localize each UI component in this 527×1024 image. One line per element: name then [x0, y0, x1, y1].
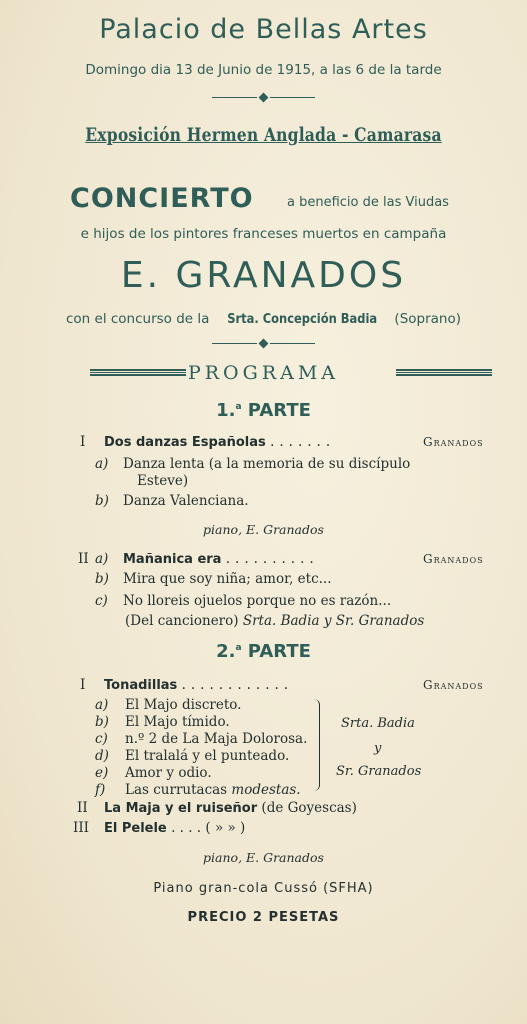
- part-1-heading: 1.$^a$ PARTE: [216, 400, 311, 421]
- item-number: III: [73, 820, 89, 836]
- performer-credit: Srta. Badia: [341, 716, 415, 731]
- song-text: Mira que soy niña; amor, etc...: [123, 571, 332, 587]
- tonadilla-item: El Majo tímido.: [125, 714, 230, 730]
- grouping-brace: [313, 699, 320, 791]
- item-number: II: [77, 800, 88, 816]
- featuring-line: [0, 311, 527, 327]
- composer-name: E. GRANADOS: [120, 255, 407, 296]
- concert-program-page: Palacio de Bellas Artes Domingo dia 13 de Junio de 1915, a las 6 de la tarde Exposición Hermen Anglada - Camarasa CONCIERTO a beneficio de las Viudas e hijos de los pintores franceses muertos en campaña E. GRANADOS con el concurso de la Srta. Concepción Badia (Soprano) PROGRAMA 1.$^a$ PARTE I Dos danzas Españolas ....... Granados a) Danza lenta (a la memoria de su discípulo Esteve) b) Danza Valenciana. piano, E. Granados II a) Mañanica era .......... Granados b) Mira que soy niña; amor, etc... c) No lloreis ojuelos porque no es razón... (Del cancionero) Srta. Badia y Sr. Granados 2.$^a$ PARTE I Tonadillas ............ Granados a) El Majo discreto. b) El Majo tímido. c) n.º 2 de La Maja Dolorosa. d) El tralalá y el punteado. e) Amor y odio. f) Las currutacas modestas. Srta. Badia y Sr. Granados II La Maja y el ruiseñor (de Goyescas) III El Pelele . . . . ( » » ) piano, E. Granados Piano gran-cola Cussó (SFHA) PRECIO 2 PESETAS: [0, 0, 527, 1024]
- item-number: I: [80, 434, 86, 450]
- ornament-divider: [212, 342, 315, 345]
- venue-title: Palacio de Bellas Artes: [99, 14, 428, 45]
- composer-credit: Granados: [423, 678, 484, 692]
- featuring-prefix: con el concurso de la: [66, 311, 210, 327]
- performer-credit: Sr. Granados: [336, 764, 422, 779]
- piece-title-row: Tonadillas ............: [104, 677, 294, 693]
- piece-title-row: Dos danzas Españolas .......: [104, 434, 336, 450]
- piece-title-row: La Maja y el ruiseñor (de Goyescas): [104, 800, 357, 816]
- item-number: II: [78, 551, 89, 567]
- song-note: (Del cancionero) Srta. Badia y Sr. Granados: [125, 613, 425, 629]
- exhibition-title: Exposición Hermen Anglada - Camarasa: [85, 124, 442, 146]
- program-bar-right: [396, 369, 492, 376]
- program-title: PROGRAMA: [187, 362, 340, 384]
- performer-credit: piano, E. Granados: [203, 522, 324, 537]
- piece-title: La Maja y el ruiseñor: [104, 801, 258, 816]
- tonadilla-item: El tralalá y el punteado.: [125, 748, 290, 764]
- concert-date: Domingo dia 13 de Junio de 1915, a las 6 de la tarde: [85, 62, 442, 78]
- performer-credit: y: [374, 741, 382, 756]
- item-number: I: [80, 677, 86, 693]
- song-text: No lloreis ojuelos porque no es razón...: [123, 593, 392, 609]
- piece-title-row: El Pelele . . . . ( » » ): [104, 820, 246, 836]
- tonadilla-item: Amor y odio.: [125, 765, 212, 781]
- piece-title-row: Mañanica era ..........: [123, 551, 319, 567]
- concert-title: CONCIERTO: [70, 183, 254, 214]
- concert-description-line-2: e hijos de los pintores franceses muertos en campaña: [80, 226, 447, 242]
- piece-title: El Pelele: [104, 821, 167, 836]
- tonadilla-item: Las currutacas modestas.: [125, 782, 301, 798]
- piece-title: Tonadillas: [104, 678, 178, 693]
- movement-text: Esteve): [137, 473, 189, 489]
- soprano-role: (Soprano): [394, 311, 461, 327]
- piece-title: Mañanica era: [123, 552, 222, 567]
- part-2-heading: 2.$^a$ PARTE: [216, 641, 311, 662]
- piece-title: Dos danzas Españolas: [104, 435, 266, 450]
- composer-credit: Granados: [423, 435, 484, 449]
- concert-description-line-1: a beneficio de las Viudas: [287, 195, 449, 210]
- ornament-divider: [212, 96, 315, 99]
- instrument-credit: Piano gran-cola Cussó (SFHA): [153, 881, 374, 896]
- performer-credit: piano, E. Granados: [203, 850, 324, 865]
- ticket-price: PRECIO 2 PESETAS: [187, 910, 340, 925]
- tonadilla-item: n.º 2 de La Maja Dolorosa.: [125, 731, 308, 747]
- tonadilla-item: El Majo discreto.: [125, 697, 242, 713]
- composer-credit: Granados: [423, 552, 484, 566]
- movement-text: Danza lenta (a la memoria de su discípulo: [123, 456, 411, 472]
- movement-text: Danza Valenciana.: [123, 493, 249, 509]
- soprano-name: Srta. Concepción Badia: [226, 311, 377, 327]
